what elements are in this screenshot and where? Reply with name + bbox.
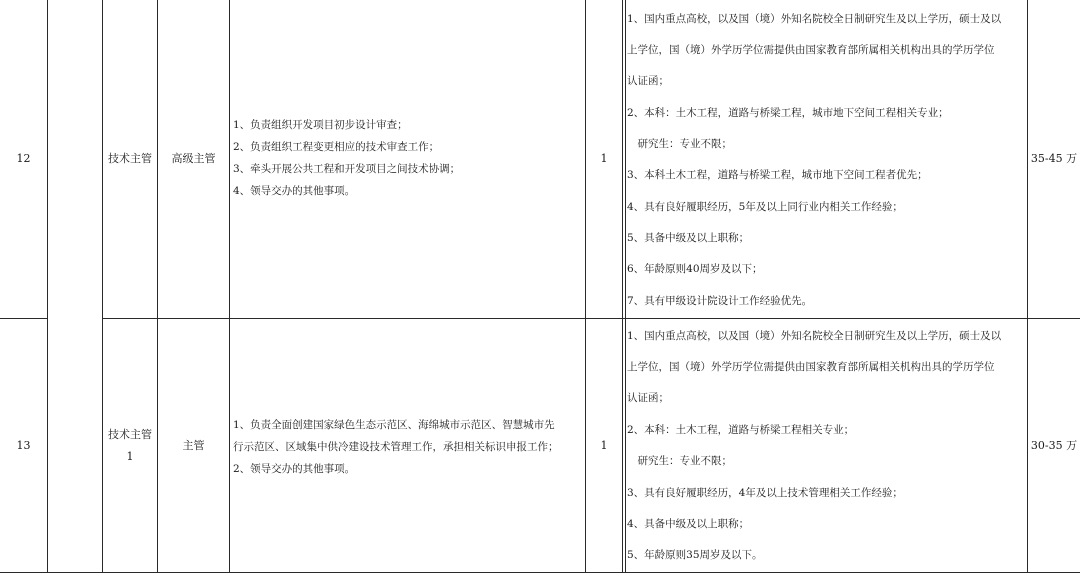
salary: 35-45 万 (1030, 152, 1078, 165)
requirement-line: 5、具备中级及以上职称； (627, 232, 750, 244)
position-name-line: 技术主管 (108, 427, 152, 441)
requirement-line: 研究生：专业不限； (627, 138, 732, 150)
duty-item: 行示范区、区域集中供冷建设技术管理工作，承担相关标识申报工作； (233, 441, 559, 453)
duties-list (230, 412, 585, 482)
requirement-line: 3、具有良好履职经历，4年及以上技术管理相关工作经验； (627, 487, 903, 499)
duties-list (230, 112, 585, 204)
duty-item: 2、负责组织工程变更相应的技术审查工作； (233, 141, 440, 153)
salary: 30-35 万 (1030, 438, 1078, 452)
position-name (103, 319, 157, 572)
requirement-line: 认证函； (627, 392, 669, 404)
requirement-line: 5、年龄原则35周岁及以下。 (627, 549, 763, 561)
requirement-line: 4、具备中级及以上职称； (627, 518, 750, 530)
requirement-line: 2、本科：土木工程，道路与桥梁工程，城市地下空间工程相关专业； (627, 107, 949, 119)
position-level: 主管 (182, 438, 205, 452)
col-divider (47, 0, 48, 573)
requirement-line: 7、具有甲级设计院设计工作经验优先。 (627, 295, 813, 307)
requirement-line: 4、具有良好履职经历，5年及以上同行业内相关工作经验； (627, 201, 903, 213)
position-name: 技术主管 (108, 152, 152, 165)
row-number: 12 (16, 152, 31, 165)
position-level: 高级主管 (171, 152, 216, 165)
requirement-line: 1、国内重点高校，以及国（境）外知名院校全日制研究生及以上学历，硕士及以 (627, 13, 1002, 25)
headcount: 1 (600, 152, 608, 165)
requirement-line: 6、年龄原则40周岁及以下； (627, 263, 763, 275)
duty-item: 3、牵头开展公共工程和开发项目之间技术协调； (233, 163, 461, 175)
col-divider (622, 0, 623, 573)
requirement-line: 研究生：专业不限； (627, 455, 732, 467)
requirement-line: 认证函； (627, 75, 669, 87)
duty-item: 1、负责全面创建国家绿色生态示范区、海绵城市示范区、智慧城市先 (233, 419, 555, 431)
headcount: 1 (600, 438, 608, 452)
row-number: 13 (16, 438, 31, 452)
duty-item: 1、负责组织开发项目初步设计审查； (233, 119, 408, 131)
position-name-line: 1 (126, 449, 134, 463)
col-divider (625, 0, 626, 573)
duty-item: 2、领导交办的其他事项。 (233, 463, 356, 475)
requirement-line: 1、国内重点高校，以及国（境）外知名院校全日制研究生及以上学历，硕士及以 (627, 330, 1002, 342)
requirement-line: 上学位，国（境）外学历学位需提供由国家教育部所属相关机构出具的学历学位 (627, 44, 995, 56)
requirement-line: 3、本科土木工程，道路与桥梁工程，城市地下空间工程者优先； (627, 169, 928, 181)
col-divider (229, 0, 230, 573)
requirement-line: 2、本科：土木工程，道路与桥梁工程相关专业； (627, 424, 855, 436)
duty-item: 4、领导交办的其他事项。 (233, 185, 356, 197)
requirement-line: 上学位，国（境）外学历学位需提供由国家教育部所属相关机构出具的学历学位 (627, 361, 995, 373)
